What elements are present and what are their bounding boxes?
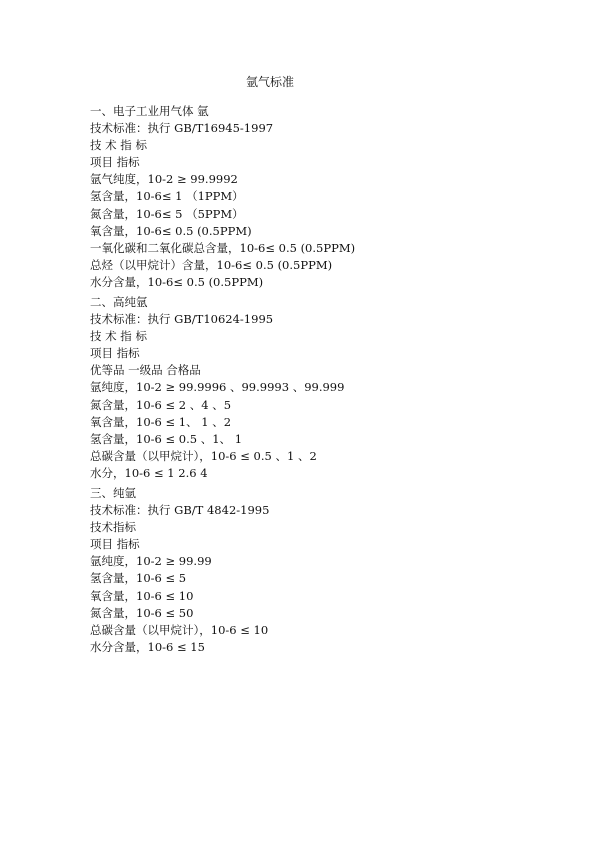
section-heading: 二、高纯氩 xyxy=(90,295,148,309)
spec-line: 总碳含量（以甲烷计），10-6 ≤ 10 xyxy=(90,622,269,637)
standard-line: 技术标准：执行 GB/T 4842-1995 xyxy=(90,503,270,518)
standard-line: 技术标准：执行 GB/T16945-1997 xyxy=(90,121,274,136)
section-heading: 三、纯氩 xyxy=(90,486,136,500)
spec-line: 氮含量，10-6 ≤ 50 xyxy=(90,605,194,620)
column-heading: 项目 指标 xyxy=(90,537,140,552)
spec-line: 氧含量，10-6 ≤ 1、 1 、2 xyxy=(90,414,232,429)
spec-line: 水分，10-6 ≤ 1 2.6 4 xyxy=(90,465,208,480)
spec-line: 氢含量，10-6 ≤ 5 xyxy=(90,571,187,586)
spec-line: 总烃（以甲烷计）含量，10-6≤ 0.5 (0.5PPM) xyxy=(90,257,333,272)
spec-heading: 技术指标 xyxy=(90,520,136,535)
grade-heading: 优等品 一级品 合格品 xyxy=(90,363,201,378)
spec-line: 氢含量，10-6≤ 1 （1PPM） xyxy=(90,189,244,204)
spec-line: 氧含量，10-6≤ 0.5 (0.5PPM) xyxy=(90,223,252,238)
spec-line: 氢含量，10-6 ≤ 0.5 、1、 1 xyxy=(90,431,243,446)
spec-line: 水分含量，10-6≤ 0.5 (0.5PPM) xyxy=(90,274,264,289)
section-heading: 一、电子工业用气体 氩 xyxy=(90,104,209,118)
spec-heading: 技 术 指 标 xyxy=(90,138,147,153)
standard-line: 技术标准：执行 GB/T10624-1995 xyxy=(90,312,274,327)
spec-line: 水分含量，10-6 ≤ 15 xyxy=(90,639,205,654)
section-electronic-argon xyxy=(90,103,550,291)
spec-line: 氮含量，10-6 ≤ 2 、4 、5 xyxy=(90,397,232,412)
spec-line: 氩纯度，10-2 ≥ 99.9996 、99.9993 、99.999 xyxy=(90,380,345,395)
column-heading: 项目 指标 xyxy=(90,346,140,361)
spec-heading: 技 术 指 标 xyxy=(90,329,147,344)
spec-line: 氧含量，10-6 ≤ 10 xyxy=(90,588,194,603)
spec-line: 一氧化碳和二氧化碳总含量，10-6≤ 0.5 (0.5PPM) xyxy=(90,240,356,255)
section-high-purity-argon xyxy=(90,294,550,482)
spec-line: 氩纯度，10-2 ≥ 99.99 xyxy=(90,554,212,569)
spec-line: 氮含量，10-6≤ 5 （5PPM） xyxy=(90,206,244,221)
document-title: 氩气标准 xyxy=(245,75,294,89)
section-pure-argon xyxy=(90,485,550,656)
column-heading: 项目 指标 xyxy=(90,155,140,170)
spec-line: 氩气纯度，10-2 ≥ 99.9992 xyxy=(90,172,238,187)
spec-line: 总碳含量（以甲烷计），10-6 ≤ 0.5 、1 、2 xyxy=(90,448,317,463)
